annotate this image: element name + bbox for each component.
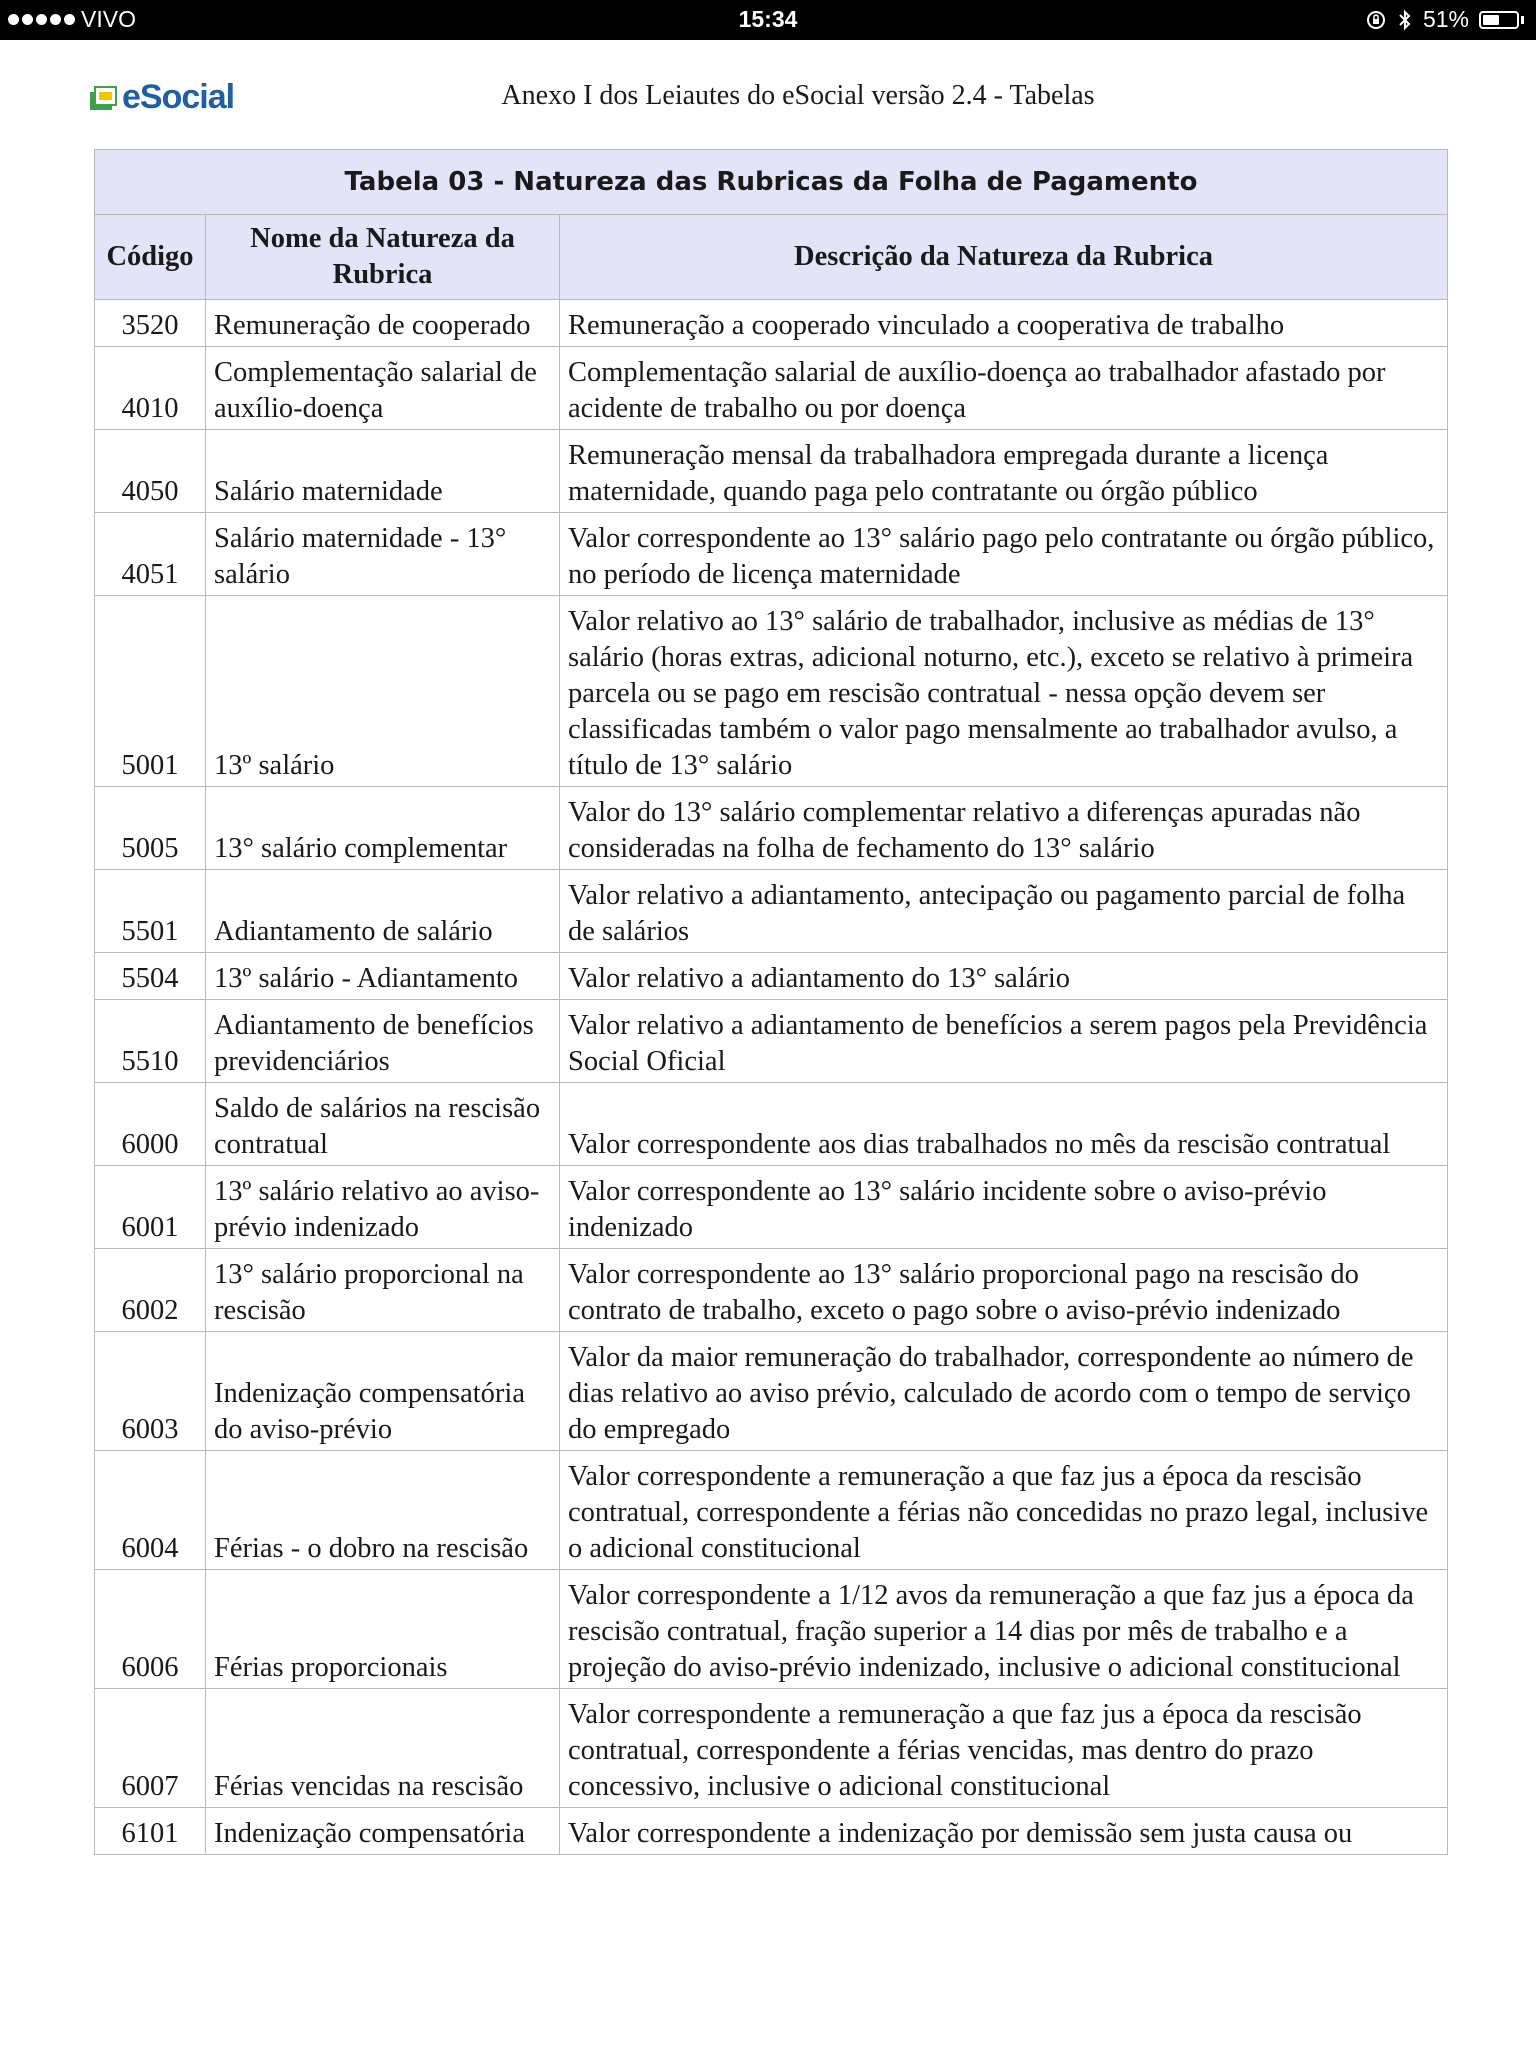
column-header-nome: Nome da Natureza da Rubrica [206, 215, 560, 300]
table-row [95, 1808, 1448, 1855]
name-cell: Remuneração de cooperado [206, 300, 560, 347]
name-cell: Férias proporcionais [206, 1570, 560, 1689]
code-cell: 6004 [95, 1451, 206, 1570]
name-cell: Indenização compensatória [206, 1808, 560, 1855]
table-row [95, 1689, 1448, 1808]
table-row [95, 1083, 1448, 1166]
description-cell: Valor correspondente ao 13° salário incidente sobre o aviso-prévio indenizado [560, 1166, 1448, 1249]
document-title: Anexo I dos Leiautes do eSocial versão 2.4 - Tabelas [501, 80, 1095, 111]
table-row [95, 1570, 1448, 1689]
code-cell: 5001 [95, 596, 206, 787]
code-cell: 4010 [95, 347, 206, 430]
description-cell: Valor correspondente ao 13° salário pago pelo contratante ou órgão público, no período de licença maternidade [560, 513, 1448, 596]
code-cell: 5510 [95, 1000, 206, 1083]
natureza-rubricas-table [94, 149, 1448, 1855]
description-cell: Valor relativo a adiantamento, antecipação ou pagamento parcial de folha de salários [560, 870, 1448, 953]
code-cell: 4050 [95, 430, 206, 513]
code-cell: 3520 [95, 300, 206, 347]
table-row [95, 347, 1448, 430]
carrier-label: VIVO [81, 6, 136, 32]
status-bar [0, 0, 1536, 40]
name-cell: Salário maternidade [206, 430, 560, 513]
name-cell: 13º salário relativo ao aviso-prévio indenizado [206, 1166, 560, 1249]
description-cell: Valor correspondente a remuneração a que faz jus a época da rescisão contratual, correspondente a férias não concedidas no prazo legal, inclusive o adicional constitucional [560, 1451, 1448, 1570]
name-cell: Adiantamento de benefícios previdenciários [206, 1000, 560, 1083]
column-header-codigo: Código [95, 215, 206, 300]
name-cell: Adiantamento de salário [206, 870, 560, 953]
table-row [95, 1166, 1448, 1249]
name-cell: Salário maternidade - 13° salário [206, 513, 560, 596]
code-cell: 5504 [95, 953, 206, 1000]
code-cell: 6007 [95, 1689, 206, 1808]
code-cell: 5005 [95, 787, 206, 870]
table-row [95, 1451, 1448, 1570]
table-row [95, 596, 1448, 787]
table-row [95, 787, 1448, 870]
name-cell: Saldo de salários na rescisão contratual [206, 1083, 560, 1166]
description-cell: Valor da maior remuneração do trabalhador, correspondente ao número de dias relativo ao aviso prévio, calculado de acordo com o tempo de serviço do empregado [560, 1332, 1448, 1451]
code-cell: 6000 [95, 1083, 206, 1166]
description-cell: Valor correspondente a indenização por demissão sem justa causa ou [560, 1808, 1448, 1855]
column-header-descricao: Descrição da Natureza da Rubrica [560, 215, 1448, 300]
code-cell: 5501 [95, 870, 206, 953]
description-cell: Complementação salarial de auxílio-doença ao trabalhador afastado por acidente de trabalho ou por doença [560, 347, 1448, 430]
name-cell: 13° salário complementar [206, 787, 560, 870]
code-cell: 6001 [95, 1166, 206, 1249]
description-cell: Valor relativo a adiantamento de benefícios a serem pagos pela Previdência Social Oficial [560, 1000, 1448, 1083]
battery-icon [1479, 11, 1519, 29]
table-row [95, 870, 1448, 953]
description-cell: Valor correspondente a 1/12 avos da remuneração a que faz jus a época da rescisão contratual, fração superior a 14 dias por mês de trabalho e a projeção do aviso-prévio indenizado, inclusive o adicional constitucional [560, 1570, 1448, 1689]
table-caption: Tabela 03 - Natureza das Rubricas da Folha de Pagamento [95, 150, 1448, 215]
code-cell: 6006 [95, 1570, 206, 1689]
code-cell: 4051 [95, 513, 206, 596]
description-cell: Valor correspondente aos dias trabalhados no mês da rescisão contratual [560, 1083, 1448, 1166]
description-cell: Valor relativo ao 13° salário de trabalhador, inclusive as médias de 13° salário (horas extras, adicional noturno, etc.), exceto se relativo à primeira parcela ou se pago em rescisão contratual - nessa opção devem ser classificadas também o valor pago mensalmente ao trabalhador avulso, a título de 13° salário [560, 596, 1448, 787]
table-row [95, 300, 1448, 347]
clock: 15:34 [738, 6, 798, 32]
code-cell: 6003 [95, 1332, 206, 1451]
name-cell: 13º salário - Adiantamento [206, 953, 560, 1000]
name-cell: Complementação salarial de auxílio-doença [206, 347, 560, 430]
description-cell: Remuneração mensal da trabalhadora empregada durante a licença maternidade, quando paga pelo contratante ou órgão público [560, 430, 1448, 513]
table-row [95, 953, 1448, 1000]
name-cell: Férias - o dobro na rescisão [206, 1451, 560, 1570]
description-cell: Valor correspondente a remuneração a que faz jus a época da rescisão contratual, correspondente a férias vencidas, mas dentro do prazo concessivo, inclusive o adicional constitucional [560, 1689, 1448, 1808]
table-row [95, 1000, 1448, 1083]
name-cell: Indenização compensatória do aviso-prévio [206, 1332, 560, 1451]
battery-percent: 51% [1422, 6, 1469, 32]
code-cell: 6002 [95, 1249, 206, 1332]
name-cell: 13° salário proporcional na rescisão [206, 1249, 560, 1332]
rotation-lock-icon [1365, 9, 1387, 31]
name-cell: Férias vencidas na rescisão [206, 1689, 560, 1808]
description-cell: Valor do 13° salário complementar relativo a diferenças apuradas não consideradas na folha de fechamento do 13° salário [560, 787, 1448, 870]
name-cell: 13º salário [206, 596, 560, 787]
code-cell: 6101 [95, 1808, 206, 1855]
description-cell: Valor relativo a adiantamento do 13° salário [560, 953, 1448, 1000]
table-row [95, 513, 1448, 596]
bluetooth-icon [1397, 8, 1413, 32]
description-cell: Remuneração a cooperado vinculado a cooperativa de trabalho [560, 300, 1448, 347]
logo-text: eSocial [122, 78, 235, 116]
table-row [95, 1249, 1448, 1332]
description-cell: Valor correspondente ao 13° salário proporcional pago na rescisão do contrato de trabalho, exceto o pago sobre o aviso-prévio indenizado [560, 1249, 1448, 1332]
table-row [95, 1332, 1448, 1451]
table-row [95, 430, 1448, 513]
